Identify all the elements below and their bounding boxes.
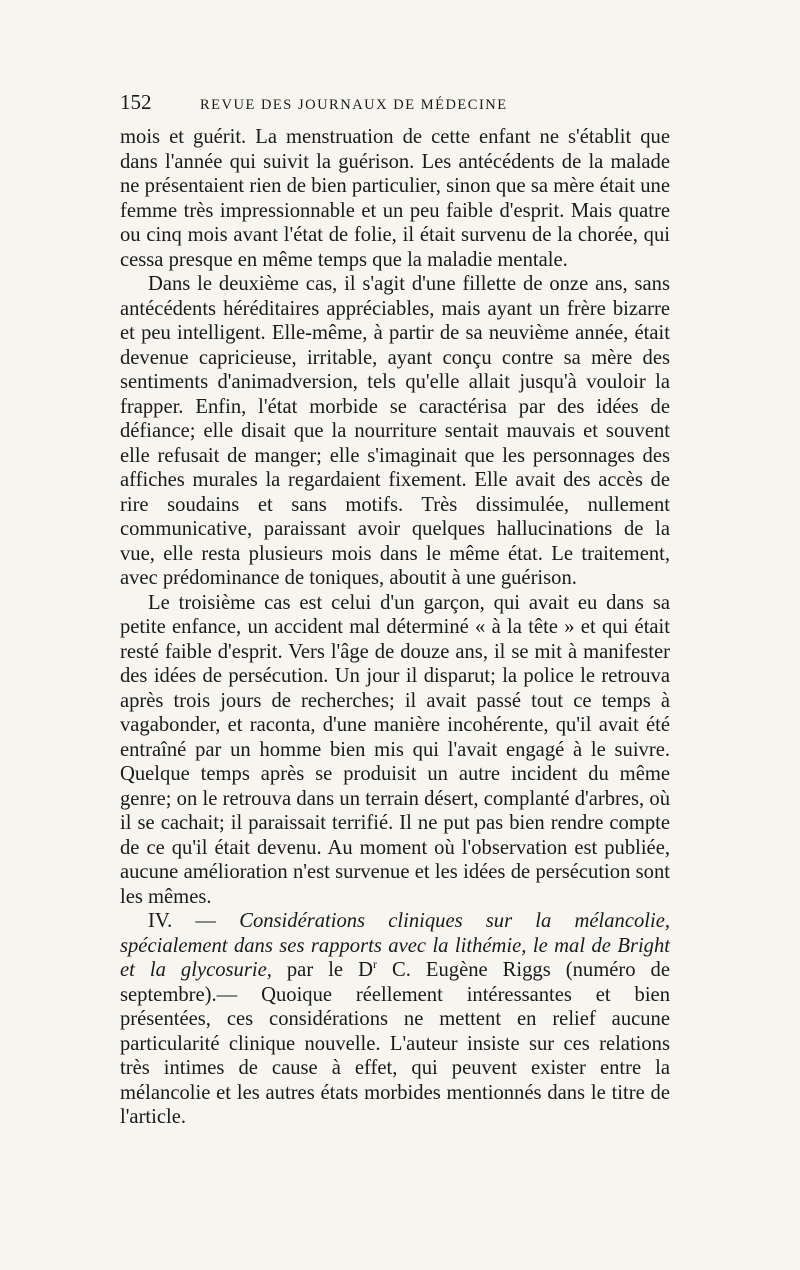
article-title: Considérations cliniques sur la mélancolie, spécialement dans ses rapports avec la lithémie, le mal de Bright et la glycosurie, xyxy=(120,910,670,981)
paragraph-2: Dans le deuxième cas, il s'agit d'une fillette de onze ans, sans antécédents héréditaires appréciables, mais ayant un frère bizarre et peu intelligent. Elle-même, à partir de sa neuvième année, était devenue capricieuse, irritable, ayant conçu contre sa mère des sentiments d'animadversion, tels qu'elle allait jusqu'à vouloir la frapper. Enfin, l'état morbide se caractérisa par des idées de défiance; elle disait que la nourriture sentait mauvais et souvent elle refusait de manger; elle s'imaginait que les personnages des affiches murales la regardaient fixement. Elle avait des accès de rire soudains et sans motifs. Très dissimulée, nullement communicative, paraissant avoir quelques hallucinations de la vue, elle resta plusieurs mois dans le même état. Le traitement, avec prédominance de toniques, aboutit à une guérison. xyxy=(120,273,670,589)
paragraph-4 xyxy=(120,909,670,1130)
section-dash: — xyxy=(172,910,240,932)
paragraph-4-rest: C. Eugène Riggs (numéro de septembre).— Quoique réellement intéressantes et bien présentées, ces considérations ne mettent en relief aucune particularité clinique nouvelle. L'auteur insiste sur ces relations très intimes de cause à effet, qui peuvent exister entre la mélancolie et les autres états morbides mentionnés dans le titre de l'article. xyxy=(120,959,670,1128)
paragraph-3: Le troisième cas est celui d'un garçon, qui avait eu dans sa petite enfance, un accident mal déterminé « à la tête » et qui était resté faible d'esprit. Vers l'âge de douze ans, il se mit à manifester des idées de persécution. Un jour il disparut; la police le retrouva après trois jours de recherches; il avait passé tout ce temps à vagabonder, et raconta, d'une manière incohérente, qu'il avait été entraîné par un homme bien mis qui l'avait engagé à le suivre. Quelque temps après se produisit un autre incident du même genre; on le retrouva dans un terrain désert, complanté d'arbres, où il se cachait; il paraissait terrifié. Il ne put pas bien rendre compte de ce qu'il était devenu. Au moment où l'observation est publiée, aucune amélioration n'est survenue et les idées de persécution sont les mêmes. xyxy=(120,591,670,908)
paragraph-1: mois et guérit. La menstruation de cette enfant ne s'établit que dans l'année qui suivit la guérison. Les antécédents de la malade ne présentaient rien de bien particulier, sinon que sa mère était une femme très impressionnable et un peu faible d'esprit. Mais quatre ou cinq mois avant l'état de folie, il était survenu de la chorée, qui cessa presque en même temps que la maladie mentale. xyxy=(120,126,670,271)
running-title: REVUE DES JOURNAUX DE MÉDECINE xyxy=(200,97,508,113)
body-text xyxy=(120,125,670,1130)
page-number: 152 xyxy=(120,90,152,114)
doctor-superscript: r xyxy=(372,957,377,972)
section-numeral: IV. xyxy=(148,910,173,932)
author-prefix: par le D xyxy=(271,959,373,981)
running-head xyxy=(120,90,670,115)
